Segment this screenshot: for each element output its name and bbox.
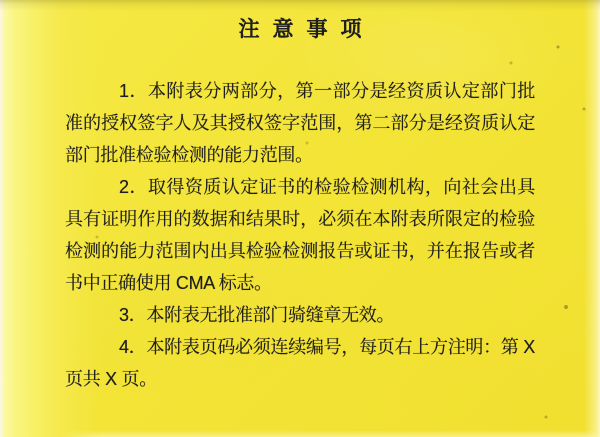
notice-paragraph: 2．取得资质认定证书的检验检测机构，向社会出具具有证明作用的数据和结果时，必须在本附表所限定的检验检测的能力范围内出具检验检测报告或证书，并在报告或者书中正确使用 CMA 标志。 — [65, 177, 535, 293]
notice-body — [65, 75, 535, 395]
paper-speckles — [0, 0, 2, 2]
notice-title: 注意事项 — [238, 18, 375, 41]
notice-paragraph: 4．本附表页码必须连续编号，每页右上方注明：第 X 页共 X 页。 — [65, 337, 535, 389]
notice-paragraph: 3．本附表无批准部门骑缝章无效。 — [119, 305, 395, 325]
notice-paragraph: 1．本附表分两部分，第一部分是经资质认定部门批准的授权签字人及其授权签字范围，第二部分是经资质认定部门批准检验检测的能力范围。 — [65, 81, 535, 165]
